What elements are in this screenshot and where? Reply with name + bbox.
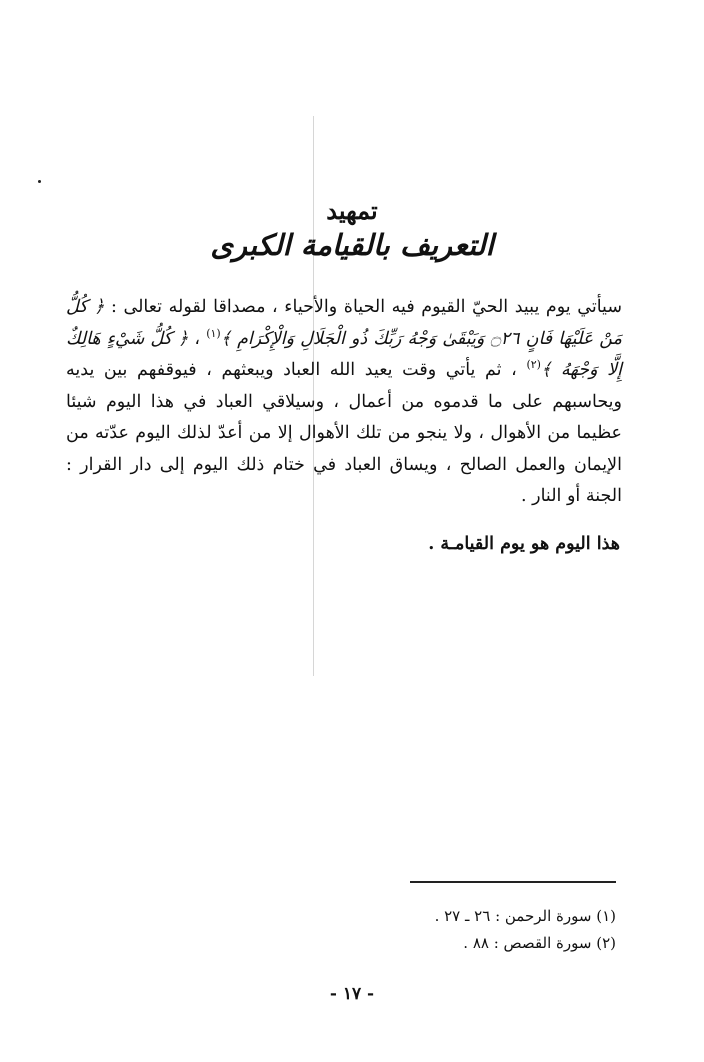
quran-verse-2: ﴿ كُلُّ شَيْءٍ هَالِكٌ إِلَّا وَجْهَهُ ﴾ <box>66 328 622 380</box>
footnote-2: (٢) سورة القصص : ٨٨ . <box>463 934 616 952</box>
quran-verse-1: ﴿ كُلُّ مَنْ عَلَيْهَا فَانٍ ۝٢٦ وَيَبْقَىٰ وَجْهُ رَبِّكَ ذُو الْجَلَالِ وَالْإِكْرَامِ ﴾ <box>66 297 622 349</box>
page-number: - ١٧ - <box>329 984 375 1004</box>
footnotes <box>356 903 616 957</box>
footnote-1: (١) سورة الرحمن : ٢٦ ـ ٢٧ . <box>434 907 616 925</box>
chapter-subtitle: التعريف بالقيامة الكبرى <box>210 228 494 262</box>
footnote-separator <box>410 881 616 883</box>
page-speck <box>38 180 41 183</box>
footnote-marker-2: (٢) <box>526 358 541 372</box>
chapter-title: تمهيد <box>326 196 378 225</box>
verse-separator: ، <box>188 328 207 349</box>
footnote-marker-1: (١) <box>206 326 221 340</box>
body-rest-text: ، ثم يأتي وقت يعيد الله العباد ويبعثهم ، فيوقفهم بين يديه ويحاسبهم على ما قدموه من أعمال ، وسيلاقي العباد في هذا اليوم شيئا عظيما من الأهوال ، ولا ينجو من تلك الأهوال إلا من أعدّ لذلك اليوم عدّته من الإيمان والعمل الصالح ، ويساق العباد في ختام ذلك اليوم إلى دار القرار : الجنة أو النار . <box>66 360 622 506</box>
intro-text: سيأتي يوم يبيد الحيّ القيوم فيه الحياة والأحياء ، مصداقا لقوله تعالى : <box>111 297 622 317</box>
body-paragraph <box>66 292 622 513</box>
closing-line: هذا اليوم هو يوم القيامـة . <box>428 534 620 554</box>
